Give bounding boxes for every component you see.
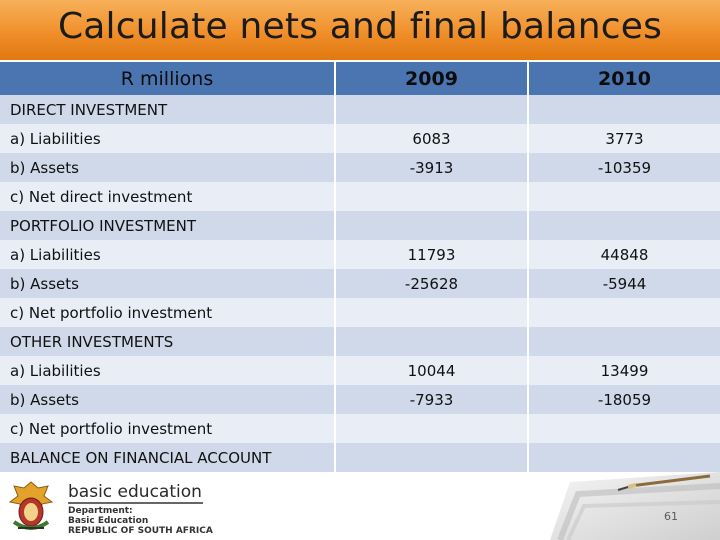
row-label: BALANCE ON FINANCIAL ACCOUNT <box>10 448 272 467</box>
value-2009 <box>334 182 527 211</box>
table-row <box>0 95 720 124</box>
financial-table <box>0 62 720 472</box>
table-row <box>0 153 720 182</box>
value-2009: -25628 <box>334 269 527 298</box>
logo-text: basic education <box>68 482 202 502</box>
row-label: c) Net portfolio investment <box>10 419 213 438</box>
value-2009: 10044 <box>334 356 527 385</box>
value-2009: 11793 <box>334 240 527 269</box>
table-row <box>0 240 720 269</box>
row-label: a) Liabilities <box>10 245 101 264</box>
table-row <box>0 182 720 211</box>
value-2010: -5944 <box>527 269 720 298</box>
value-2009: 6083 <box>334 124 527 153</box>
coat-of-arms-icon <box>4 478 58 536</box>
row-label: a) Liabilities <box>10 361 101 380</box>
row-label: b) Assets <box>10 390 79 409</box>
table-row <box>0 443 720 472</box>
table-row <box>0 356 720 385</box>
value-2009 <box>334 327 527 356</box>
logo-divider <box>68 502 203 504</box>
dept-line-1: Department: <box>68 506 133 516</box>
value-2010 <box>527 298 720 327</box>
table-row <box>0 269 720 298</box>
dept-line-2: Basic Education <box>68 516 149 526</box>
header-r-millions: R millions <box>120 67 214 90</box>
value-2010 <box>527 327 720 356</box>
value-2010 <box>527 182 720 211</box>
value-2010: 44848 <box>527 240 720 269</box>
row-label: OTHER INVESTMENTS <box>10 332 174 351</box>
row-label: PORTFOLIO INVESTMENT <box>10 216 197 235</box>
value-2010 <box>527 414 720 443</box>
table-row <box>0 298 720 327</box>
value-2010 <box>527 95 720 124</box>
page-title: Calculate nets and final balances <box>57 6 663 47</box>
value-2010 <box>527 211 720 240</box>
value-2009 <box>334 443 527 472</box>
page-number: 61 <box>664 510 678 523</box>
table-row <box>0 414 720 443</box>
pen-paper-icon <box>510 472 720 540</box>
value-2010: -18059 <box>527 385 720 414</box>
row-label: b) Assets <box>10 158 79 177</box>
value-2010 <box>527 443 720 472</box>
table-row <box>0 211 720 240</box>
table-header-row <box>0 62 720 95</box>
value-2010: 3773 <box>527 124 720 153</box>
value-2009: -7933 <box>334 385 527 414</box>
department-text <box>68 506 213 536</box>
row-label: c) Net direct investment <box>10 187 193 206</box>
value-2009: -3913 <box>334 153 527 182</box>
value-2009 <box>334 95 527 124</box>
table-row <box>0 124 720 153</box>
header-2010: 2010 <box>527 62 720 95</box>
row-label: a) Liabilities <box>10 129 101 148</box>
row-label: DIRECT INVESTMENT <box>10 100 168 119</box>
value-2010: -10359 <box>527 153 720 182</box>
row-label: b) Assets <box>10 274 79 293</box>
table-row <box>0 385 720 414</box>
row-label: c) Net portfolio investment <box>10 303 213 322</box>
value-2010: 13499 <box>527 356 720 385</box>
table-row <box>0 327 720 356</box>
header-2009: 2009 <box>334 62 527 95</box>
value-2009 <box>334 211 527 240</box>
value-2009 <box>334 298 527 327</box>
dept-line-3: REPUBLIC OF SOUTH AFRICA <box>68 526 213 536</box>
value-2009 <box>334 414 527 443</box>
